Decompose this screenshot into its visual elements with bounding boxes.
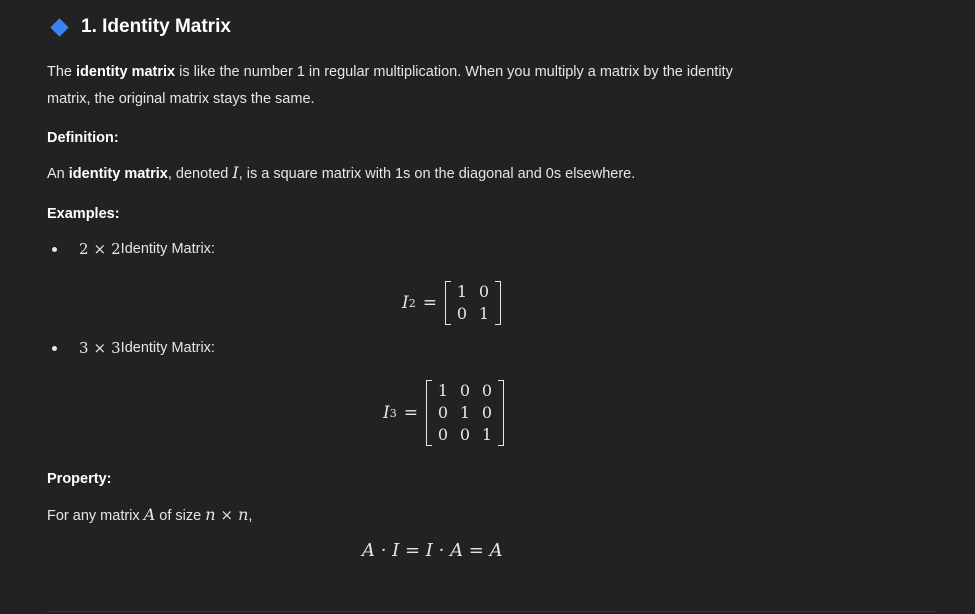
section-heading <box>50 16 231 38</box>
example-item-2x2 <box>52 240 215 258</box>
definition-text-1: An <box>47 166 69 182</box>
times-sign: × <box>220 506 234 524</box>
identity-2-matrix <box>445 281 501 325</box>
property-text-1: For any matrix <box>47 508 144 524</box>
times-sign: × <box>93 339 107 357</box>
intro-text-1: The <box>47 64 77 80</box>
property-symbol-n: n <box>205 505 216 524</box>
matrix-cell: 0 <box>481 403 493 422</box>
property-symbol-n: n <box>238 505 249 524</box>
section-divider <box>47 611 935 612</box>
property-symbol-a: A <box>143 505 156 524</box>
eq2-subscript: 2 <box>408 296 416 310</box>
size-a: 2 <box>79 240 89 258</box>
identity-2-equation <box>402 281 501 325</box>
definition-text-3: , is a square matrix with 1s on the diagonal and 0s elsewhere. <box>238 166 636 182</box>
property-equation: A · I = I · A = A <box>362 540 503 561</box>
section-title: 1. Identity Matrix <box>81 16 231 37</box>
matrix-cell: 1 <box>481 425 493 444</box>
property-text-2: of size <box>155 508 206 524</box>
size-a: 3 <box>79 339 89 357</box>
eq2-symbol: I <box>402 293 409 313</box>
matrix-cell: 1 <box>459 403 471 422</box>
matrix-cell: 0 <box>456 304 468 323</box>
bullet-icon <box>52 247 57 252</box>
matrix-row <box>451 281 495 303</box>
size-b: 2 <box>111 240 121 258</box>
matrix-cell: 1 <box>478 304 490 323</box>
matrix-cell: 0 <box>478 282 490 301</box>
example-item-3x3 <box>52 339 215 357</box>
property-paragraph <box>47 505 252 524</box>
definition-text-2: , denoted <box>167 166 233 182</box>
matrix-cell: 0 <box>459 381 471 400</box>
identity-3-matrix <box>426 380 504 446</box>
eq3-symbol: I <box>383 403 390 423</box>
matrix-cell: 0 <box>481 381 493 400</box>
matrix-cell: 0 <box>437 425 449 444</box>
times-sign: × <box>93 240 107 258</box>
intro-text-2: is like the number 1 in regular multiplication. When you multiply a matrix by the identity <box>175 64 733 80</box>
matrix-cell: 0 <box>459 425 471 444</box>
example-label: Identity Matrix: <box>120 340 215 356</box>
matrix-cell: 1 <box>456 282 468 301</box>
definition-symbol: I <box>232 163 239 182</box>
matrix-cell: 0 <box>437 403 449 422</box>
definition-paragraph <box>47 163 635 182</box>
eq3-subscript: 3 <box>389 406 397 420</box>
intro-paragraph <box>47 59 733 113</box>
bullet-icon <box>52 346 57 351</box>
definition-heading: Definition: <box>47 130 119 146</box>
property-text-3: , <box>248 508 253 524</box>
intro-text-3: matrix, the original matrix stays the same. <box>47 91 315 107</box>
matrix-cell: 1 <box>437 381 449 400</box>
matrix-row <box>432 402 498 424</box>
identity-3-equation <box>383 380 504 446</box>
property-heading: Property: <box>47 471 112 487</box>
intro-bold-term: identity matrix <box>76 64 176 80</box>
matrix-row <box>451 303 495 325</box>
example-label: Identity Matrix: <box>120 241 215 257</box>
diamond-icon <box>50 18 68 36</box>
eq3-equals: = <box>403 403 418 423</box>
matrix-row <box>432 424 498 446</box>
examples-heading: Examples: <box>47 206 120 222</box>
size-b: 3 <box>111 339 121 357</box>
matrix-row <box>432 380 498 402</box>
eq2-equals: = <box>422 293 437 313</box>
definition-bold-term: identity matrix <box>68 166 168 182</box>
